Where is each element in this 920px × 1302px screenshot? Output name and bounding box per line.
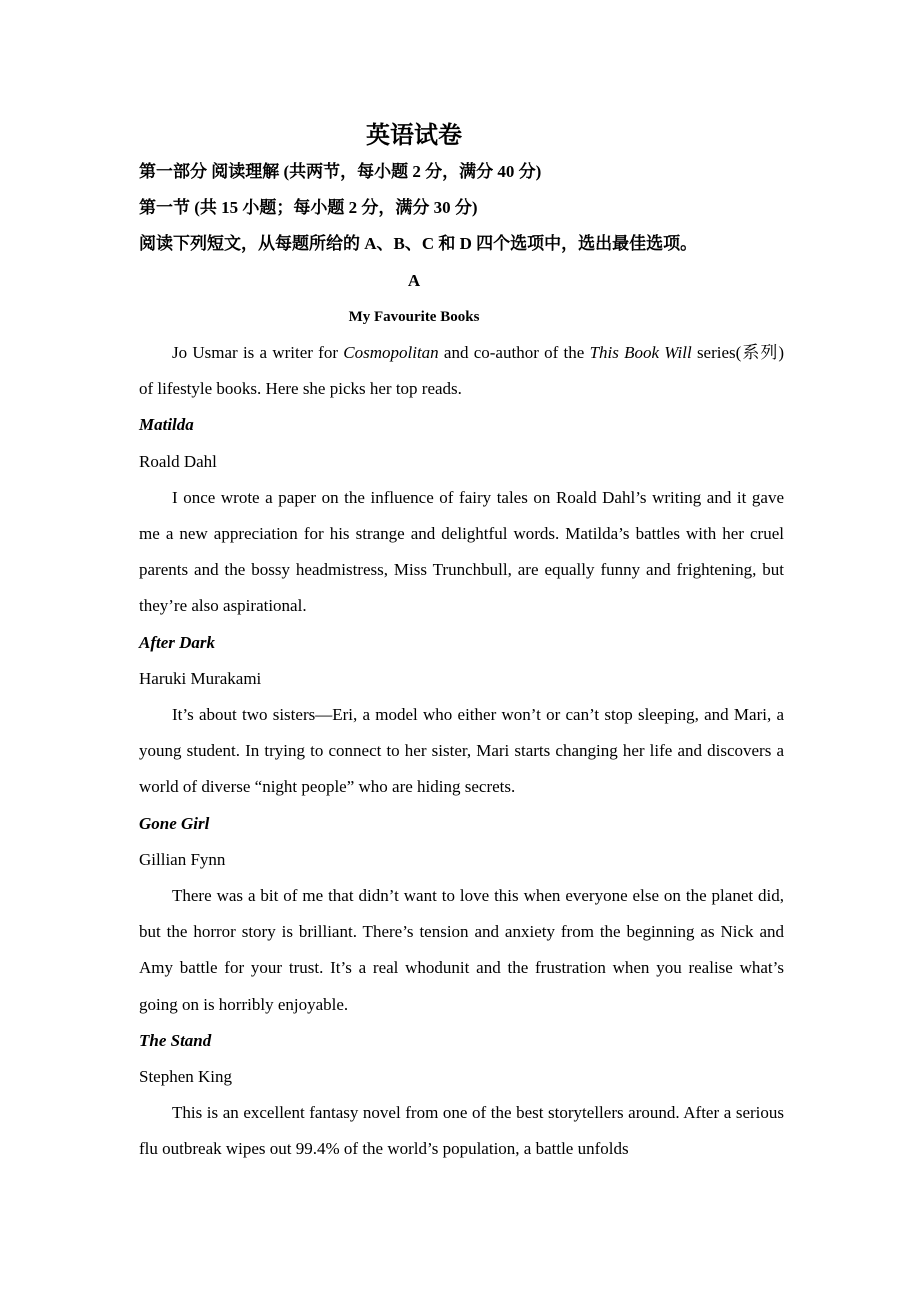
exam-title: 英语试卷 [366, 123, 462, 149]
book-review: It’s about two sisters—Eri, a model who either won’t or can’t stop sleeping, and Mari, a young student. In trying to connect to her sister, Mari starts changing her life and discovers a world of diverse “night people” who are hiding secrets. [139, 704, 784, 797]
instructions: 阅读下列短文，从每题所给的 A、B、C 和 D 四个选项中，选出最佳选项。 [139, 234, 698, 254]
book-author: Gillian Fynn [139, 849, 226, 869]
intro-text-2: and co-author of the [438, 342, 590, 362]
book-author: Roald Dahl [139, 451, 217, 471]
passage-title: My Favourite Books [348, 308, 480, 325]
book-review: I once wrote a paper on the influence of fairy tales on Roald Dahl’s writing and it gave me a new appreciation for his strange and delightful words. Matilda’s battles with her cruel parents and the bossy headmistress, Miss Trunchbull, are equally funny and frightening, but they’re also aspirational. [139, 487, 784, 616]
book-author: Stephen King [139, 1066, 233, 1086]
section-heading: 第一节 (共 15 小题；每小题 2 分，满分 30 分) [139, 198, 478, 218]
intro-series: This Book Will [589, 342, 692, 362]
passage-intro [139, 335, 784, 407]
book-title: The Stand [139, 1030, 212, 1050]
book-author: Haruki Murakami [139, 668, 262, 688]
intro-magazine: Cosmopolitan [343, 342, 439, 362]
part-heading: 第一部分 阅读理解 (共两节，每小题 2 分，满分 40 分) [139, 162, 542, 181]
passage-letter: A [407, 270, 421, 290]
book-title: Gone Girl [139, 813, 210, 833]
intro-text-1: Jo Usmar is a writer for [172, 342, 344, 362]
book-review: There was a bit of me that didn’t want to love this when everyone else on the planet did, but the horror story is brilliant. There’s tension and anxiety from the beginning as Nick and Amy battle for your trust. It’s a real whodunit and the frustration when you realise what’s going on is horribly enjoyable. [139, 885, 784, 1014]
book-review: This is an excellent fantasy novel from one of the best storytellers around. After a serious flu outbreak wipes out 99.4% of the world’s population, a battle unfolds [139, 1103, 784, 1159]
book-title: After Dark [139, 632, 216, 652]
book-title: Matilda [139, 415, 194, 435]
exam-page [139, 118, 784, 1167]
intro-text-3: series(系列) of lifestyle books. Here she picks her top reads. [139, 342, 784, 399]
